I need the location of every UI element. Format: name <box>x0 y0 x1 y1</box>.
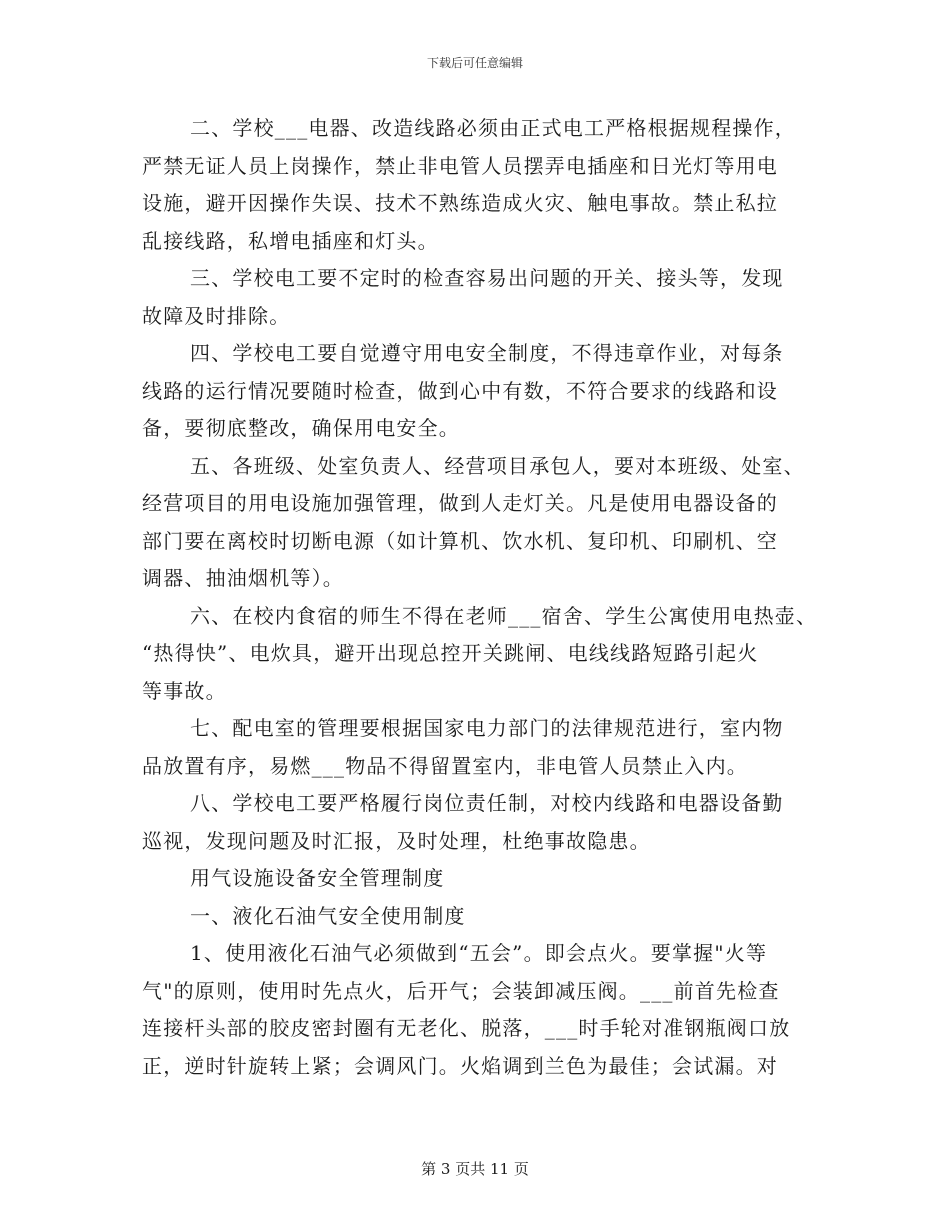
text-line: 品放置有序，易燃___物品不得留置室内，非电管人员禁止入内。 <box>142 753 748 778</box>
text-line: 八、学校电工要严格履行岗位责任制，对校内线路和电器设备勤 <box>190 791 784 815</box>
text-line: 故障及时排除。 <box>142 303 291 328</box>
text-line: 五、各班级、处室负责人、经营项目承包人，要对本班级、处室、 <box>190 453 805 478</box>
subsection-heading: 一、液化石油气安全使用制度 <box>190 903 466 928</box>
text-line: 部门要在离校时切断电源（如计算机、饮水机、复印机、印刷机、空 <box>142 528 778 553</box>
text-line: 六、在校内食宿的师生不得在老师___宿舍、学生公寓使用电热壶、 <box>190 603 818 628</box>
text-line: 二、学校___电器、改造线路必须由正式电工严格根据规程操作， <box>190 116 796 140</box>
page-footer: 第 3 页共 11 页 <box>421 1160 529 1178</box>
text-line: 1、使用液化石油气必须做到“五会”。即会点火。要掌握"火等 <box>190 941 768 965</box>
text-line: 三、学校电工要不定时的检查容易出问题的开关、接头等，发现 <box>190 266 784 290</box>
text-line: 巡视，发现问题及时汇报，及时处理，杜绝事故隐患。 <box>142 828 651 853</box>
text-line: 七、配电室的管理要根据国家电力部门的法律规范进行，室内物 <box>190 716 784 740</box>
text-line: “热得快”、电炊具，避开出现总控开关跳闸、电线线路短路引起火 <box>142 641 759 665</box>
document-body <box>142 110 818 1085</box>
text-line: 连接杆头部的胶皮密封圈有无老化、脱落，___时手轮对准钢瓶阀口放 <box>142 1016 791 1040</box>
text-line: 正，逆时针旋转上紧；会调风门。火焰调到兰色为最佳；会试漏。对 <box>142 1053 778 1078</box>
section-heading: 用气设施设备安全管理制度 <box>190 866 445 890</box>
text-line: 气"的原则，使用时先点火，后开气；会装卸减压阀。___前首先检查 <box>142 978 780 1003</box>
text-line: 等事故。 <box>142 678 227 703</box>
text-line: 四、学校电工要自觉遵守用电安全制度，不得违章作业，对每条 <box>190 341 784 365</box>
text-line: 严禁无证人员上岗操作，禁止非电管人员摆弄电插座和日光灯等用电 <box>142 153 778 178</box>
text-line: 乱接线路，私增电插座和灯头。 <box>142 228 439 253</box>
text-line: 备，要彻底整改，确保用电安全。 <box>142 416 460 440</box>
text-line: 设施，避开因操作失误、技术不熟练造成火灾、触电事故。禁止私拉 <box>142 191 778 215</box>
text-line: 经营项目的用电设施加强管理，做到人走灯关。凡是使用电器设备的 <box>142 491 778 515</box>
text-line: 线路的运行情况要随时检查，做到心中有数，不符合要求的线路和设 <box>142 378 778 403</box>
text-line: 调器、抽油烟机等）。 <box>142 566 344 590</box>
page-header: 下载后可任意编辑 <box>426 56 523 70</box>
